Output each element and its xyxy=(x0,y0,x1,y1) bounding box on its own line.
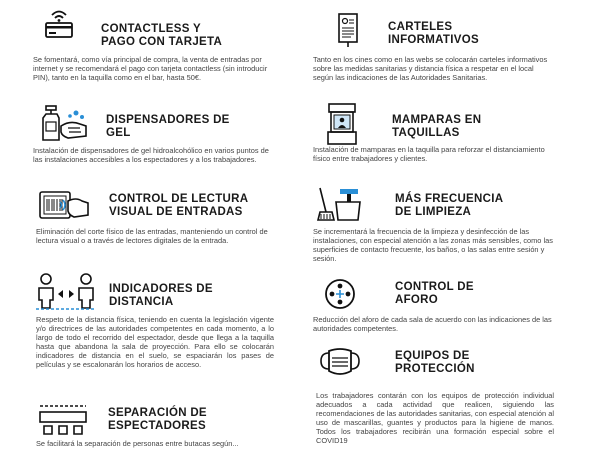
distance-people-icon xyxy=(36,272,96,310)
cinema-seats-icon xyxy=(38,404,88,436)
section-title: CONTACTLESS Y PAGO CON TARJETA xyxy=(101,23,223,48)
contactless-card-icon xyxy=(44,6,74,38)
section-body: Se fomentará, como vía principal de compra, la venta de entradas por internet y se recomendará el pago con tarjeta contactless (sin introducir PIN), tanto en la taquilla como en el bar, hasta 50€. xyxy=(33,55,268,82)
section-body: Instalación de dispensadores de gel hidroalcohólico en varios puntos de las instalaciones accesibles a los espectadores y a los trabajadores. xyxy=(33,146,269,164)
section-body: Reducción del aforo de cada sala de acuerdo con las indicaciones de las autoridades competentes. xyxy=(313,315,552,333)
section-body: Respeto de la distancia física, teniendo en cuenta la legislación vigente y/o directrices de las autoridades competentes en cada momento, a lo largo de todo el recorrido del espectador, desde que llega a la taquilla hasta que abandona la sala de proyección. Para ello se colocarán indicadores de distancia en el suelo, se espaciarán los pases de películas y se escalonarán los horarios de acceso. xyxy=(36,315,274,369)
ticket-scanner-icon xyxy=(38,189,92,223)
section-body: Instalación de mamparas en la taquilla para reforzar el distanciamiento físico entre trabajadores y clientes. xyxy=(313,145,545,163)
section-title: EQUIPOS DE PROTECCIÓN xyxy=(395,350,475,375)
information-poster-icon xyxy=(337,12,359,48)
section-body: Los trabajadores contarán con los equipos de protección individual adecuados a cada actividad que realicen, siguiendo las recomendaciones de las autoridades sanitarias, con especial atención al uso de mascarillas, guantes y productos para la higiene de manos. Todos los trabajadores recibirán una formación especial sobre el COVID19 xyxy=(316,391,554,445)
section-body: Se facilitará la separación de personas entre butacas según... xyxy=(36,439,239,448)
hand-sanitizer-icon xyxy=(40,104,88,144)
section-title: SEPARACIÓN DE ESPECTADORES xyxy=(108,407,207,432)
section-title: MÁS FRECUENCIA DE LIMPIEZA xyxy=(395,193,504,218)
section-title: CONTROL DE AFORO xyxy=(395,281,474,306)
section-body: Se incrementará la frecuencia de la limpieza y desinfección de las instalaciones, con especial atención a las zonas más sensibles, como las superficies de contacto frecuente, los baños, o las salas entre sesión y sesión. xyxy=(313,227,553,263)
section-title: DISPENSADORES DE GEL xyxy=(106,114,230,139)
section-body: Tanto en los cines como en las webs se colocarán carteles informativos sobre las medidas sanitarias y distancia física a respetar en el local según las indicaciones de las Autoridades Sanitarias. xyxy=(313,55,548,82)
section-title: INDICADORES DE DISTANCIA xyxy=(109,283,213,308)
section-title: MAMPARAS EN TAQUILLAS xyxy=(392,114,482,139)
section-body: Eliminación del corte físico de las entradas, manteniendo un control de lectura visual o a través de lectores digitales de la entrada. xyxy=(36,227,268,245)
section-title: CARTELES INFORMATIVOS xyxy=(388,21,479,46)
section-title: CONTROL DE LECTURA VISUAL DE ENTRADAS xyxy=(109,193,249,218)
face-mask-icon xyxy=(319,347,361,377)
capacity-control-icon xyxy=(324,278,356,310)
cleaning-tools-icon xyxy=(314,186,364,222)
ticket-booth-screen-icon xyxy=(327,102,357,146)
